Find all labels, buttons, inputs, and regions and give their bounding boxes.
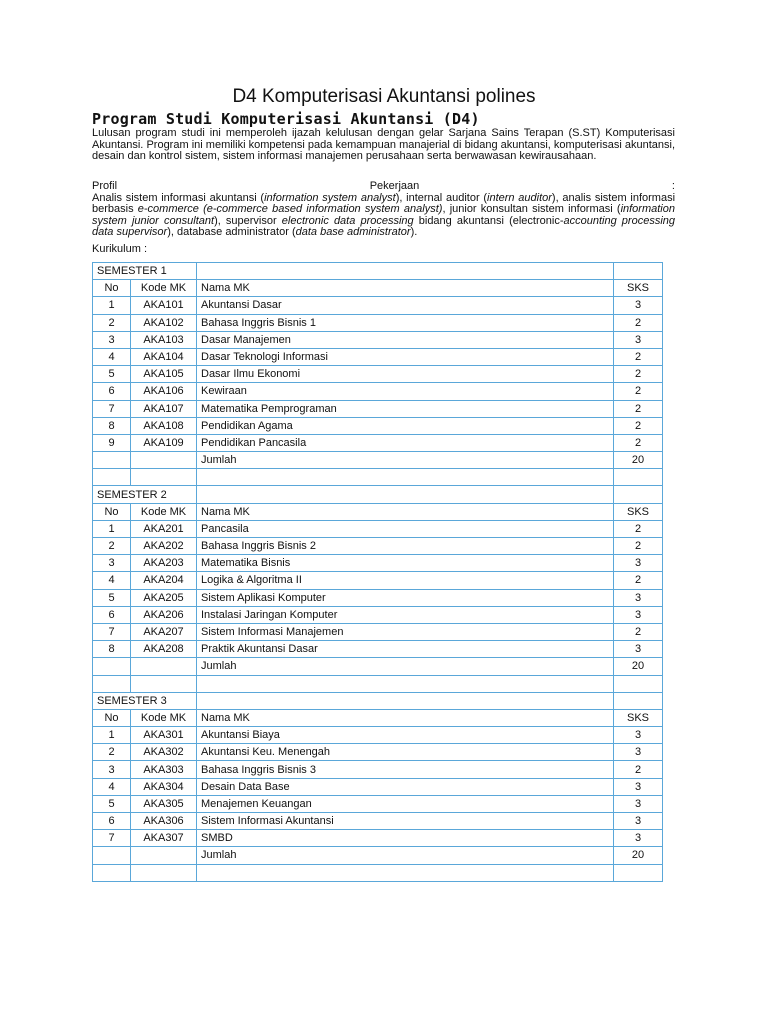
empty-cell: [131, 452, 197, 469]
course-sks: 2: [614, 434, 663, 451]
empty-cell: [131, 675, 197, 692]
table-row: [93, 297, 663, 314]
course-no: 2: [93, 744, 131, 761]
table-row: [93, 520, 663, 537]
empty-cell: [197, 864, 614, 881]
kurikulum-label: Kurikulum :: [92, 243, 148, 255]
total-row: [93, 847, 663, 864]
course-no: 6: [93, 606, 131, 623]
course-code: AKA201: [131, 520, 197, 537]
semester-header-row: [93, 263, 663, 280]
pekerjaan-label: Pekerjaan: [369, 180, 420, 192]
profil-text-run: , junior konsultan sistem informasi (: [442, 203, 621, 216]
course-sks: 2: [614, 623, 663, 640]
header-kode: Kode MK: [131, 503, 197, 520]
course-no: 4: [93, 778, 131, 795]
course-code: AKA102: [131, 314, 197, 331]
course-name: Praktik Akuntansi Dasar: [197, 641, 614, 658]
total-row: [93, 658, 663, 675]
course-no: 8: [93, 641, 131, 658]
course-sks: 2: [614, 761, 663, 778]
profil-text-run: ).: [410, 226, 418, 239]
course-sks: 3: [614, 778, 663, 795]
empty-cell: [614, 675, 663, 692]
profil-colon: :: [671, 180, 675, 192]
empty-cell: [197, 263, 614, 280]
course-no: 5: [93, 795, 131, 812]
program-title: Program Studi Komputerisasi Akuntansi (D4): [92, 110, 480, 128]
course-sks: 3: [614, 297, 663, 314]
course-code: AKA104: [131, 348, 197, 365]
empty-cell: [93, 469, 131, 486]
empty-cell: [131, 847, 197, 864]
course-no: 7: [93, 623, 131, 640]
course-sks: 3: [614, 727, 663, 744]
profil-italic-run: e-commerce (e-commerce based information system analyst): [137, 203, 443, 216]
course-no: 7: [93, 830, 131, 847]
course-no: 2: [93, 314, 131, 331]
empty-cell: [197, 469, 614, 486]
course-name: Pendidikan Pancasila: [197, 434, 614, 451]
course-code: AKA303: [131, 761, 197, 778]
curriculum-table: [92, 262, 663, 882]
course-no: 1: [93, 297, 131, 314]
course-code: AKA107: [131, 400, 197, 417]
empty-cell: [93, 864, 131, 881]
course-name: Dasar Ilmu Ekonomi: [197, 366, 614, 383]
empty-cell: [197, 486, 614, 503]
course-name: Instalasi Jaringan Komputer: [197, 606, 614, 623]
course-sks: 2: [614, 366, 663, 383]
profil-italic-run: intern auditor: [487, 191, 552, 204]
course-no: 3: [93, 761, 131, 778]
total-label: Jumlah: [197, 847, 614, 864]
header-no: No: [93, 709, 131, 726]
course-sks: 2: [614, 417, 663, 434]
course-name: Bahasa Inggris Bisnis 2: [197, 538, 614, 555]
total-sks: 20: [614, 658, 663, 675]
table-row: [93, 417, 663, 434]
course-name: Kewiraan: [197, 383, 614, 400]
empty-cell: [614, 469, 663, 486]
course-code: AKA305: [131, 795, 197, 812]
empty-cell: [131, 658, 197, 675]
empty-cell: [93, 675, 131, 692]
course-code: AKA208: [131, 641, 197, 658]
course-no: 7: [93, 400, 131, 417]
profil-text-run: bidang akuntansi (electronic-: [413, 214, 564, 227]
course-name: Desain Data Base: [197, 778, 614, 795]
profil-section: [92, 181, 675, 239]
semester-label: SEMESTER 2: [93, 486, 197, 503]
spacer-row: [93, 469, 663, 486]
course-name: Menajemen Keuangan: [197, 795, 614, 812]
table-row: [93, 830, 663, 847]
intro-paragraph: Lulusan program studi ini memperoleh ijazah kelulusan dengan gelar Sarjana Sains Terapan (S.ST) Komputerisasi Akuntansi. Program ini memiliki kompetensi pada kemampuan manajerial di bidang akuntansi, komputerisasi akuntansi, desain dan kontrol sistem, sistem informasi manajemen perusahaan serta berwawasan kewirausahaan.: [92, 127, 675, 163]
empty-cell: [93, 452, 131, 469]
column-header-row: [93, 709, 663, 726]
empty-cell: [197, 675, 614, 692]
table-row: [93, 538, 663, 555]
course-sks: 2: [614, 572, 663, 589]
table-row: [93, 555, 663, 572]
course-no: 1: [93, 520, 131, 537]
course-no: 6: [93, 813, 131, 830]
course-sks: 3: [614, 331, 663, 348]
course-code: AKA204: [131, 572, 197, 589]
profil-paragraph: [92, 193, 675, 239]
header-no: No: [93, 280, 131, 297]
course-name: Matematika Pemprograman: [197, 400, 614, 417]
spacer-row: [93, 675, 663, 692]
course-sks: 3: [614, 830, 663, 847]
profil-text-run: ), analis sistem informasi berbasis: [92, 191, 676, 216]
profil-text-run: ), supervisor: [214, 214, 282, 227]
table-row: [93, 314, 663, 331]
course-code: AKA304: [131, 778, 197, 795]
column-header-row: [93, 503, 663, 520]
spacer-row: [93, 864, 663, 881]
header-nama: Nama MK: [197, 280, 614, 297]
course-code: AKA108: [131, 417, 197, 434]
header-kode: Kode MK: [131, 709, 197, 726]
table-row: [93, 778, 663, 795]
course-code: AKA306: [131, 813, 197, 830]
course-code: AKA106: [131, 383, 197, 400]
course-name: Sistem Informasi Manajemen: [197, 623, 614, 640]
semester-label: SEMESTER 3: [93, 692, 197, 709]
total-sks: 20: [614, 847, 663, 864]
course-name: Dasar Manajemen: [197, 331, 614, 348]
course-name: Sistem Aplikasi Komputer: [197, 589, 614, 606]
course-name: Akuntansi Biaya: [197, 727, 614, 744]
table-row: [93, 813, 663, 830]
empty-cell: [93, 658, 131, 675]
course-no: 5: [93, 589, 131, 606]
table-row: [93, 434, 663, 451]
header-no: No: [93, 503, 131, 520]
course-name: Akuntansi Dasar: [197, 297, 614, 314]
table-row: [93, 641, 663, 658]
course-sks: 3: [614, 813, 663, 830]
semester-header-row: [93, 486, 663, 503]
course-name: Pancasila: [197, 520, 614, 537]
empty-cell: [614, 692, 663, 709]
course-name: Bahasa Inggris Bisnis 3: [197, 761, 614, 778]
course-name: Matematika Bisnis: [197, 555, 614, 572]
course-sks: 3: [614, 795, 663, 812]
course-no: 9: [93, 434, 131, 451]
empty-cell: [614, 263, 663, 280]
header-nama: Nama MK: [197, 503, 614, 520]
table-row: [93, 623, 663, 640]
profil-text-run: Analis sistem informasi akuntansi (: [92, 191, 265, 204]
course-no: 6: [93, 383, 131, 400]
profil-italic-run: accounting processing data supervisor: [92, 214, 676, 239]
semester-label: SEMESTER 1: [93, 263, 197, 280]
header-kode: Kode MK: [131, 280, 197, 297]
empty-cell: [197, 692, 614, 709]
course-sks: 2: [614, 400, 663, 417]
profil-italic-run: information system analyst: [264, 191, 396, 204]
course-no: 4: [93, 348, 131, 365]
course-code: AKA307: [131, 830, 197, 847]
course-code: AKA203: [131, 555, 197, 572]
table-row: [93, 606, 663, 623]
profil-italic-run: electronic data processing: [281, 214, 414, 227]
course-sks: 2: [614, 520, 663, 537]
total-sks: 20: [614, 452, 663, 469]
total-row: [93, 452, 663, 469]
table-row: [93, 331, 663, 348]
column-header-row: [93, 280, 663, 297]
profil-label: Profil: [92, 180, 118, 192]
course-no: 3: [93, 555, 131, 572]
empty-cell: [614, 864, 663, 881]
course-name: Akuntansi Keu. Menengah: [197, 744, 614, 761]
course-no: 8: [93, 417, 131, 434]
course-name: Sistem Informasi Akuntansi: [197, 813, 614, 830]
table-row: [93, 400, 663, 417]
course-sks: 2: [614, 348, 663, 365]
table-row: [93, 761, 663, 778]
total-label: Jumlah: [197, 658, 614, 675]
course-no: 4: [93, 572, 131, 589]
course-name: Logika & Algoritma II: [197, 572, 614, 589]
semester-header-row: [93, 692, 663, 709]
course-name: Bahasa Inggris Bisnis 1: [197, 314, 614, 331]
course-sks: 3: [614, 641, 663, 658]
table-row: [93, 744, 663, 761]
course-name: Pendidikan Agama: [197, 417, 614, 434]
total-label: Jumlah: [197, 452, 614, 469]
course-no: 1: [93, 727, 131, 744]
course-code: AKA109: [131, 434, 197, 451]
course-name: SMBD: [197, 830, 614, 847]
table-row: [93, 572, 663, 589]
course-sks: 2: [614, 538, 663, 555]
table-row: [93, 727, 663, 744]
document-title: D4 Komputerisasi Akuntansi polines: [232, 86, 536, 107]
table-row: [93, 589, 663, 606]
table-row: [93, 366, 663, 383]
empty-cell: [131, 864, 197, 881]
empty-cell: [131, 469, 197, 486]
course-sks: 3: [614, 744, 663, 761]
empty-cell: [93, 847, 131, 864]
table-row: [93, 795, 663, 812]
course-name: Dasar Teknologi Informasi: [197, 348, 614, 365]
profil-text-run: ), database administrator (: [167, 226, 296, 239]
header-nama: Nama MK: [197, 709, 614, 726]
course-code: AKA205: [131, 589, 197, 606]
table-row: [93, 348, 663, 365]
course-sks: 3: [614, 606, 663, 623]
header-sks: SKS: [614, 709, 663, 726]
course-sks: 2: [614, 314, 663, 331]
empty-cell: [614, 486, 663, 503]
course-sks: 2: [614, 383, 663, 400]
course-no: 3: [93, 331, 131, 348]
profil-italic-run: information system junior consultant: [92, 203, 675, 227]
course-code: AKA105: [131, 366, 197, 383]
header-sks: SKS: [614, 503, 663, 520]
header-sks: SKS: [614, 280, 663, 297]
course-code: AKA302: [131, 744, 197, 761]
profil-text-run: ), internal auditor (: [395, 191, 488, 204]
course-code: AKA103: [131, 331, 197, 348]
table-row: [93, 383, 663, 400]
course-no: 2: [93, 538, 131, 555]
course-code: AKA202: [131, 538, 197, 555]
course-code: AKA101: [131, 297, 197, 314]
course-no: 5: [93, 366, 131, 383]
course-code: AKA301: [131, 727, 197, 744]
course-sks: 3: [614, 555, 663, 572]
course-code: AKA206: [131, 606, 197, 623]
profil-italic-run: data base administrator: [295, 226, 411, 239]
course-code: AKA207: [131, 623, 197, 640]
course-sks: 3: [614, 589, 663, 606]
